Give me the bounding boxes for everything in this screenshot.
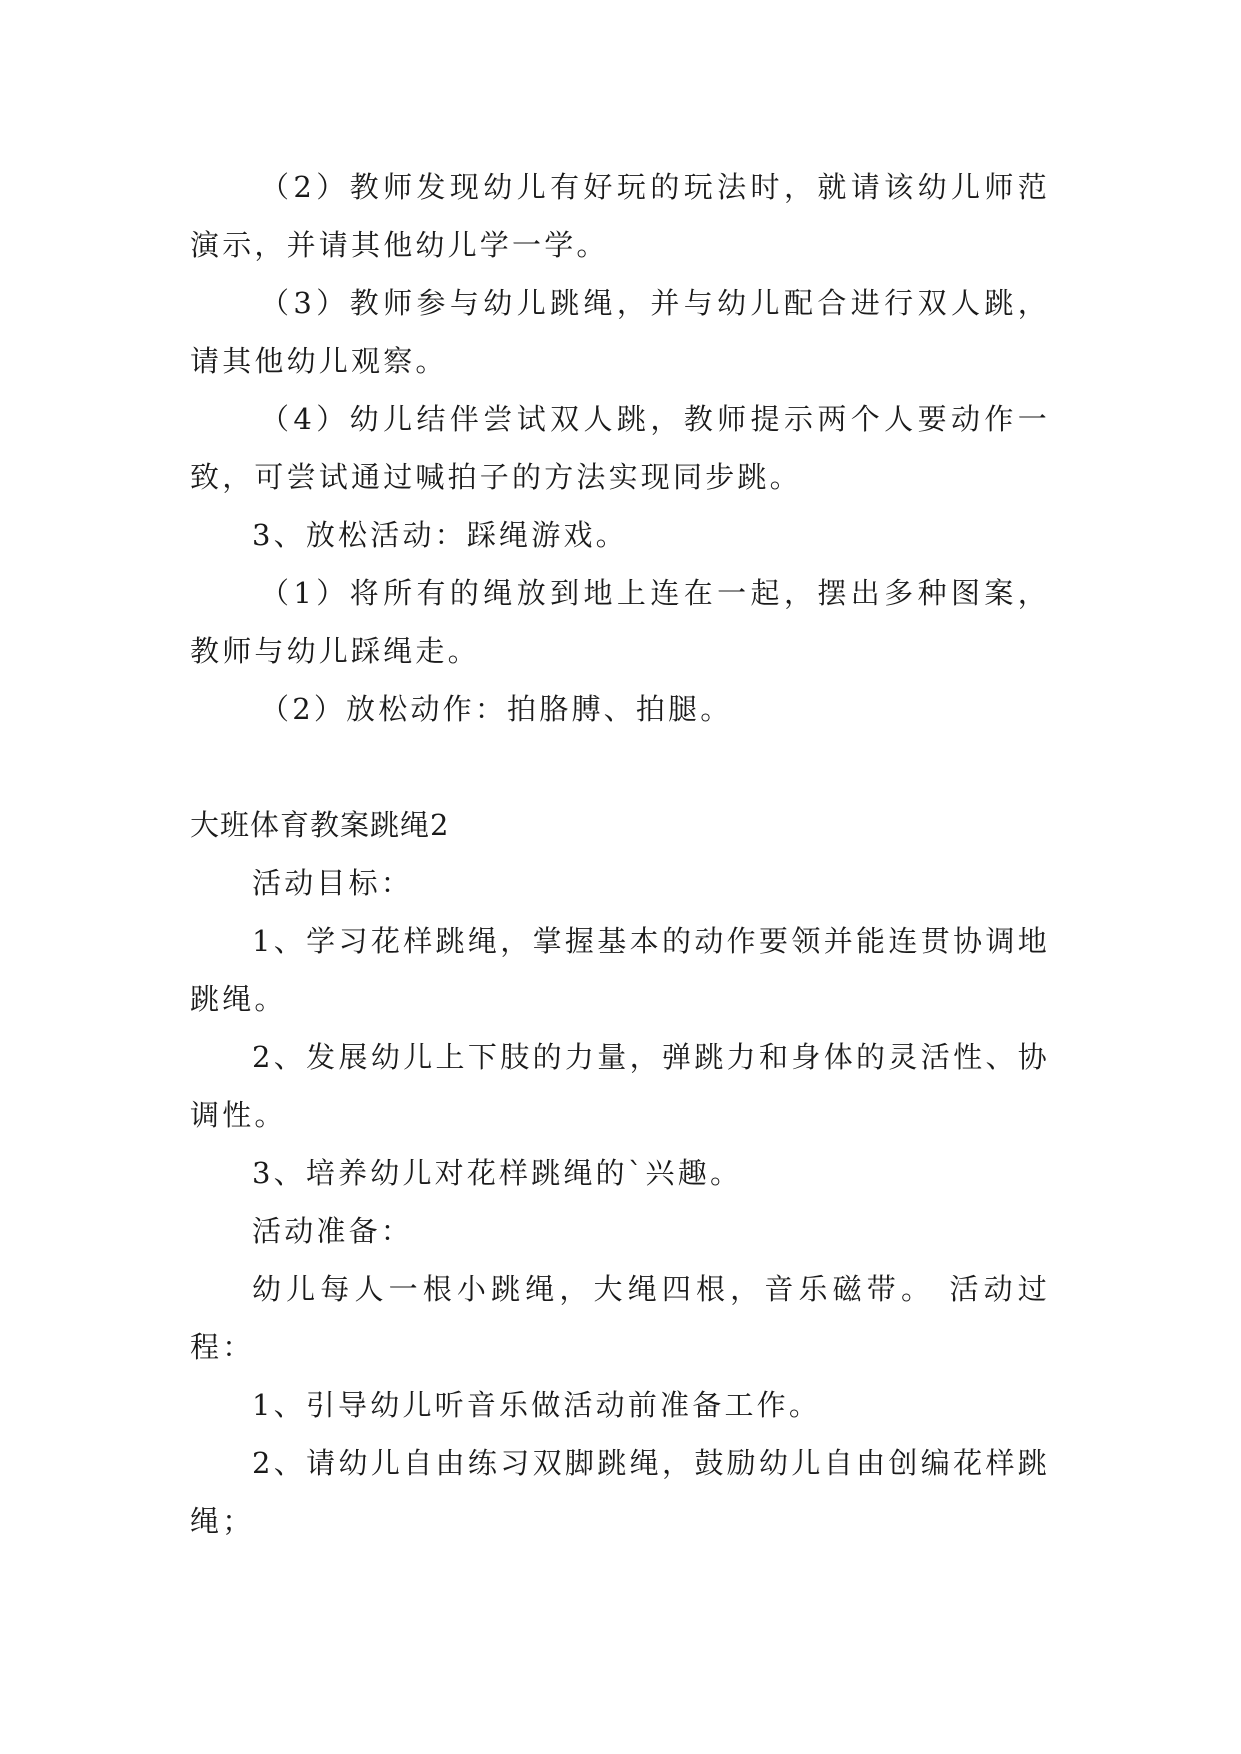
paragraph-goals-heading: 活动目标：	[252, 866, 414, 900]
paragraph-prep-materials: 幼儿每人一根小跳绳，大绳四根，音乐磁带。 活动过程：	[190, 1272, 1050, 1364]
section-spacer	[190, 738, 1050, 796]
section-title: 大班体育教案跳绳2	[190, 808, 450, 842]
paragraph-teacher-participate: （3）教师参与幼儿跳绳，并与幼儿配合进行双人跳，请其他幼儿观察。	[190, 286, 1050, 378]
paragraph-goal-1: 1、学习花样跳绳，掌握基本的动作要领并能连贯协调地跳绳。	[190, 924, 1050, 1016]
paragraph-teacher-demo: （2）教师发现幼儿有好玩的玩法时，就请该幼儿师范演示，并请其他幼儿学一学。	[190, 170, 1050, 262]
paragraph-rope-patterns: （1）将所有的绳放到地上连在一起，摆出多种图案，教师与幼儿踩绳走。	[190, 576, 1050, 668]
paragraph-prep-heading: 活动准备：	[252, 1214, 414, 1248]
paragraph-step-2: 2、请幼儿自由练习双脚跳绳，鼓励幼儿自由创编花样跳绳；	[190, 1446, 1050, 1538]
document-body	[190, 158, 1050, 1550]
paragraph-relax-moves: （2）放松动作：拍胳膊、拍腿。	[260, 692, 733, 726]
paragraph-pair-jump: （4）幼儿结伴尝试双人跳，教师提示两个人要动作一致，可尝试通过喊拍子的方法实现同步跳。	[190, 402, 1050, 494]
paragraph-step-1: 1、引导幼儿听音乐做活动前准备工作。	[252, 1388, 822, 1422]
paragraph-relax-activity: 3、放松活动：踩绳游戏。	[252, 518, 628, 552]
paragraph-goal-2: 2、发展幼儿上下肢的力量，弹跳力和身体的灵活性、协调性。	[190, 1040, 1050, 1132]
paragraph-goal-3: 3、培养幼儿对花样跳绳的`兴趣。	[252, 1156, 743, 1190]
